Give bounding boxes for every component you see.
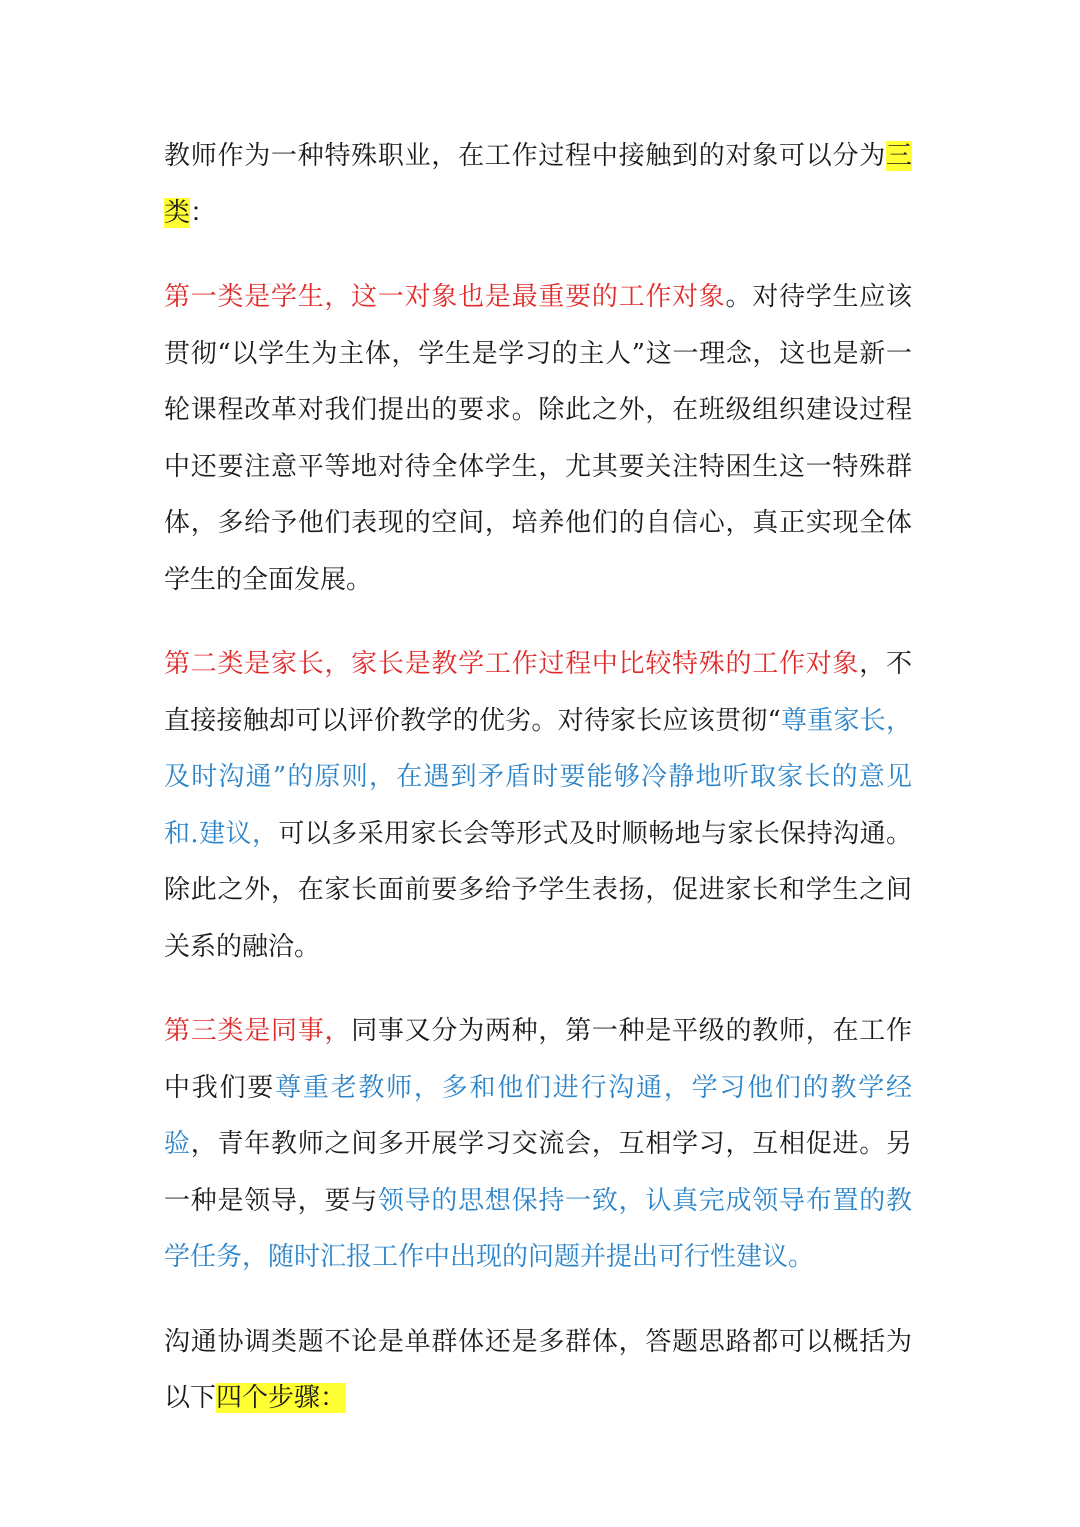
summary-text: 沟通协调类题不论是单群体还是多群体，答题思路都可以概括为以下 <box>164 1326 912 1413</box>
colleagues-paragraph <box>164 1003 912 1286</box>
parents-paragraph <box>164 636 912 975</box>
intro-text: 教师作为一种特殊职业，在工作过程中接触到的对象可以分为 <box>164 141 886 171</box>
summary-paragraph <box>164 1314 912 1427</box>
colleagues-body-2: ，青年教师之间多开展学习交流会，互相学习，互相促进。另一种是领导，要与 <box>164 1129 912 1216</box>
intro-tail: ： <box>190 197 217 228</box>
parents-emphasis: 尊重家长，及时沟通”的原则，在遇到矛盾时要能够冷静地听取家长的意见和.建议， <box>164 705 912 849</box>
parents-body-2: 可以多采用家长会等形式及时顺畅地与家长保持沟通。除此之外，在家长面前要多给予学生表扬，促进家长和学生之间关系的融洽。 <box>164 818 912 962</box>
colleagues-body-1: 同事又分为两种，第一种是平级的教师，在工作中我们要 <box>164 1016 912 1103</box>
students-heading: 第一类是学生，这一对象也是最重要的工作对象 <box>164 282 726 312</box>
document-page <box>164 128 912 1427</box>
summary-highlight: 四个步骤： <box>216 1383 347 1413</box>
colleagues-heading: 第三类是同事， <box>164 1016 352 1046</box>
intro-paragraph <box>164 128 912 241</box>
students-body: 。对待学生应该贯彻“以学生为主体，学生是学习的主人”这一理念，这也是新一轮课程改革对我们提出的要求。除此之外，在班级组织建设过程中还要注意平等地对待全体学生，尤其要关注特困生这一特殊群体，多给予他们表现的空间，培养他们的自信心，真正实现全体学生的全面发展。 <box>164 282 912 595</box>
parents-body-1: ，不直接接触却可以评价教学的优劣。对待家长应该贯彻“ <box>164 649 912 736</box>
students-paragraph <box>164 269 912 608</box>
colleagues-emphasis-1: 尊重老教师，多和他们进行沟通，学习他们的教学经验 <box>164 1072 912 1159</box>
parents-heading: 第二类是家长，家长是教学工作过程中比较特殊的工作对象 <box>164 649 860 679</box>
intro-highlight: 三类 <box>164 141 912 228</box>
colleagues-emphasis-2: 领导的思想保持一致，认真完成领导布置的教学任务，随时汇报工作中出现的问题并提出可行性建议。 <box>164 1185 912 1272</box>
